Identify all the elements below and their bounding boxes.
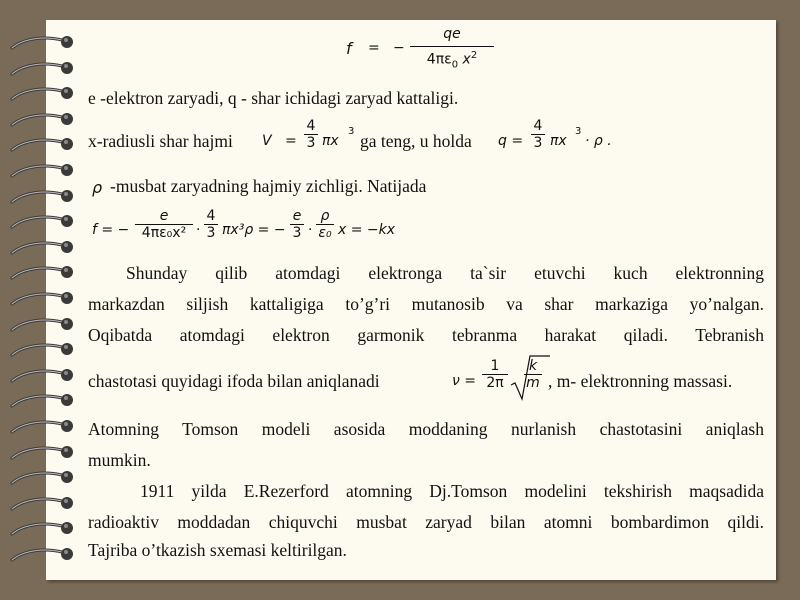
binding-ring: [4, 546, 74, 564]
binding-ring: [4, 188, 74, 206]
line-electron-charge: e -elektron zaryadi, q - shar ichidagi zaryad kattaligi.: [88, 88, 459, 108]
binding-ring: [4, 392, 74, 410]
line-mumkin: mumkin.: [88, 450, 151, 470]
binding-ring: [4, 290, 74, 308]
binding-ring: [4, 111, 74, 129]
binding-ring: [4, 444, 74, 462]
paragraph-force-description: Shunday qilib atomdagi elektronga ta`sir etuvchi kuch elektronning markazdan siljish kattaligiga to’g’ri mutanosib va shar markaziga yo’nalgan. Oqibatda atomdagi elektron garmonik tebranma harakat qiladi. Tebranish: [88, 263, 764, 345]
binding-ring: [4, 495, 74, 513]
binding-ring: [4, 34, 74, 52]
binding-ring: [4, 341, 74, 359]
binding-ring: [4, 60, 74, 78]
paragraph-rutherford: 1911 yilda E.Rezerford atomning Dj.Tomson modelini tekshirish maqsadida radioaktiv moddadan chiquvchi musbat zaryad bilan atomni bombardimon qildi.: [88, 481, 764, 532]
binding-ring: [4, 239, 74, 257]
fraction: $\frac{qe}{4\pi\varepsilon_0 x^2}$: [410, 26, 494, 70]
binding-ring: [4, 316, 74, 334]
binding-ring: [4, 85, 74, 103]
binding-ring: [4, 418, 74, 436]
binding-ring: [4, 469, 74, 487]
binding-ring: [4, 367, 74, 385]
line-experiment-scheme: Tajriba o’tkazish sxemasi keltirilgan.: [88, 540, 347, 560]
binding-ring: [4, 162, 74, 180]
binding-ring: [4, 264, 74, 282]
binding-ring: [4, 520, 74, 538]
binding-ring: [4, 213, 74, 231]
paragraph-tomson-model: Atomning Tomson modeli asosida moddaning nurlanish chastotasini aniqlash: [88, 419, 764, 439]
binding-ring: [4, 136, 74, 154]
